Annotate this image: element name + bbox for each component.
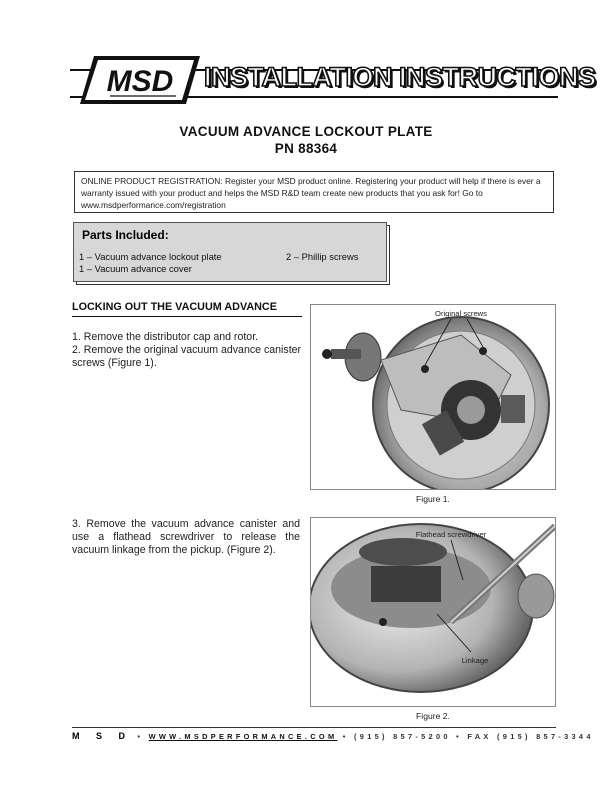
parts-item: 1 – Vacuum advance lockout plate [79, 251, 222, 262]
footer-url-link[interactable]: WWW.MSDPERFORMANCE.COM [148, 732, 338, 741]
document-title: VACUUM ADVANCE LOCKOUT PLATE [179, 124, 433, 139]
footer-brand: M S D [72, 731, 133, 741]
footer-separator: • [137, 732, 144, 741]
parts-item: 1 – Vacuum advance cover [79, 263, 192, 274]
figure-2 [310, 517, 556, 707]
section-heading: LOCKING OUT THE VACUUM ADVANCE [72, 301, 302, 317]
figure-1 [310, 304, 556, 490]
msd-logo [80, 54, 200, 106]
logo-text: MSD [106, 65, 174, 98]
footer-rule [72, 727, 556, 728]
figure-2-caption: Figure 2. [416, 711, 450, 721]
callout-linkage: Linkage [461, 656, 489, 665]
footer-phone: (915) 857-5200 [354, 732, 451, 741]
header-title: INSTALLATION INSTRUCTIONS [204, 62, 596, 92]
callout-original-screws: Original screws [435, 309, 487, 318]
distributor-photo-1 [311, 305, 555, 489]
footer-fax: FAX (915) 857-3344 [467, 732, 594, 741]
parts-item: 2 – Phillip screws [286, 251, 359, 262]
part-number: PN 88364 [274, 141, 338, 156]
footer-separator: • [456, 732, 463, 741]
footer-separator: • [342, 732, 349, 741]
page-header [70, 56, 596, 108]
parts-included-shade [73, 222, 387, 282]
parts-included-box [76, 225, 390, 285]
registration-note: ONLINE PRODUCT REGISTRATION: Register your MSD product online. Registering your product will help if there is ever a warranty issued with your product and helps the MSD R&D team create new products that you ask for! Go to www.msdperformance.com/registration [74, 171, 554, 213]
distributor-photo-2 [311, 518, 555, 706]
parts-included-title: Parts Included: [82, 228, 169, 242]
step-2: 2. Remove the original vacuum advance canister screws (Figure 1). [72, 344, 302, 369]
figure-1-caption: Figure 1. [416, 494, 450, 504]
step-3: 3. Remove the vacuum advance canister and use a flathead screwdriver to release the vacuum linkage from the pickup. (Figure 2). [72, 518, 300, 556]
step-1: 1. Remove the distributor cap and rotor. [72, 331, 259, 343]
page-footer [72, 731, 594, 741]
callout-flathead-screwdriver: Flathead screwdriver [415, 530, 487, 539]
